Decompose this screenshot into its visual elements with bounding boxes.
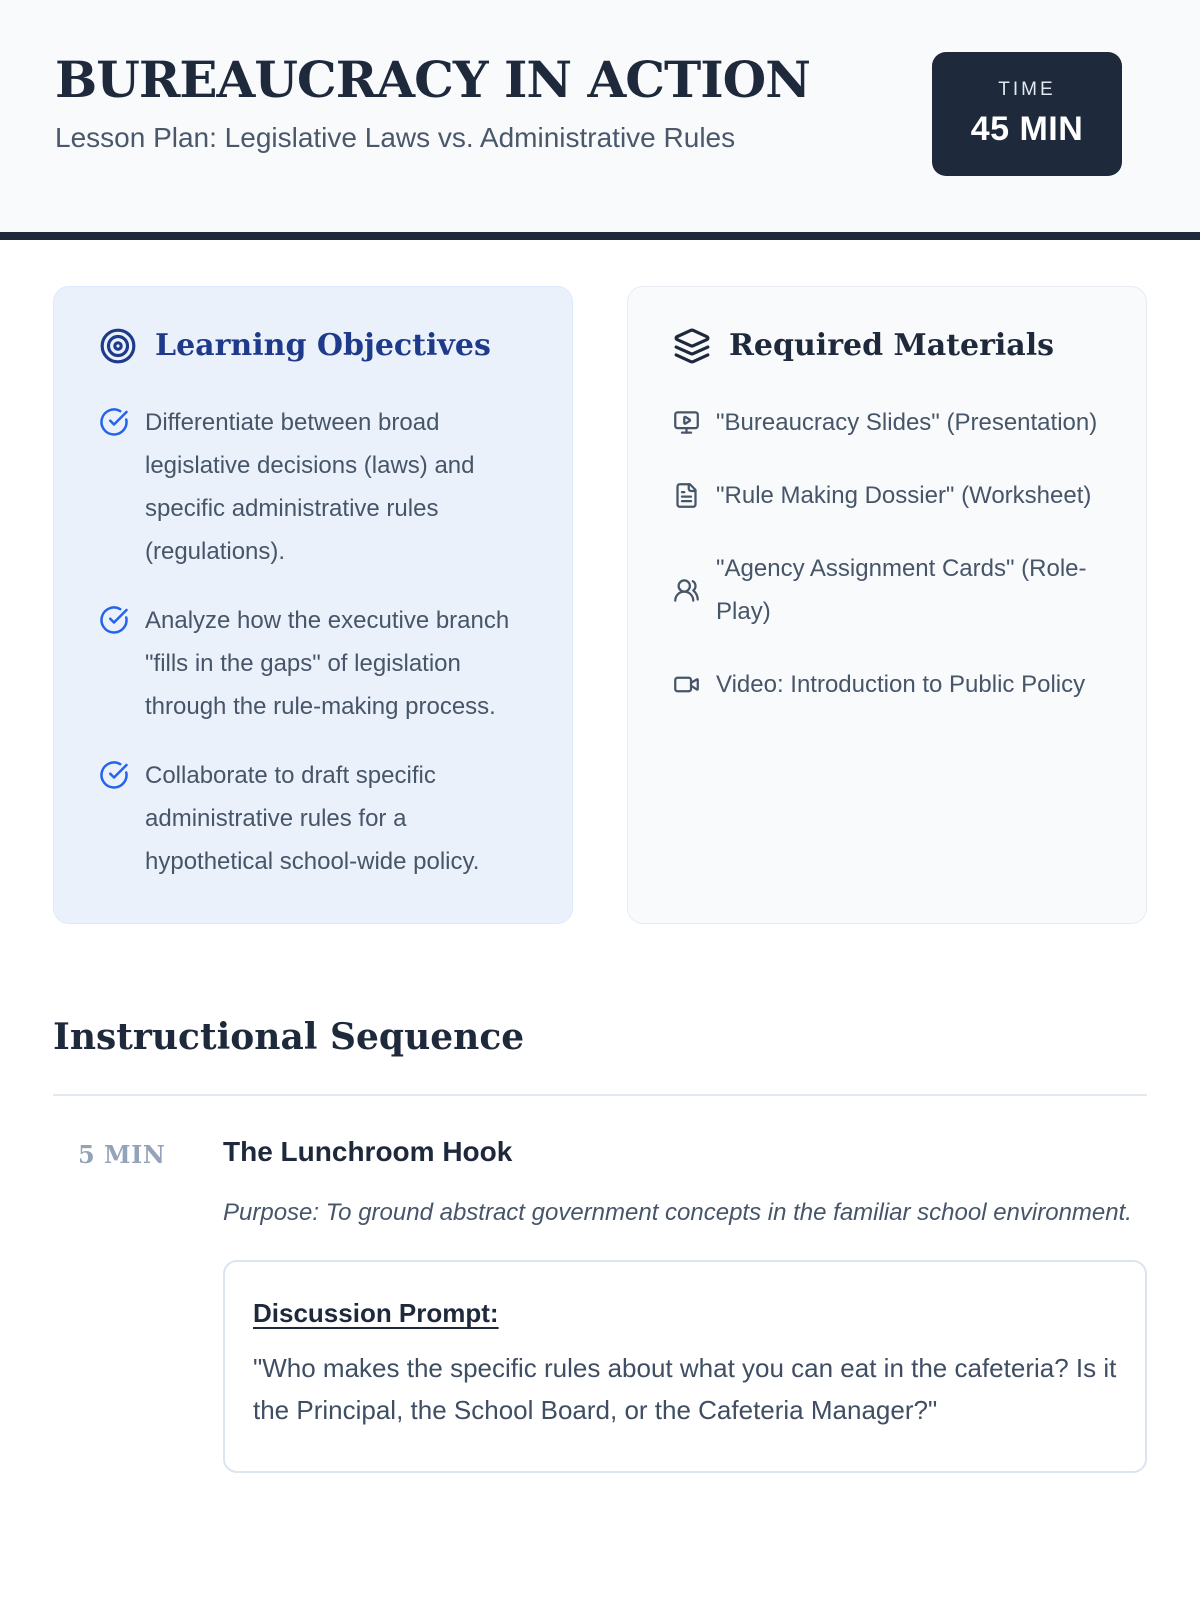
time-badge-label: TIME: [998, 79, 1056, 100]
discussion-prompt-label: Discussion Prompt:: [253, 1298, 499, 1328]
material-item: [673, 474, 1101, 517]
circle-check-icon: [99, 605, 129, 635]
page-title: BUREAUCRACY IN ACTION: [55, 50, 810, 109]
material-item: [673, 547, 1101, 633]
header-text-block: [55, 52, 810, 155]
time-badge-value: 45 MIN: [970, 110, 1084, 148]
file-text-icon: [673, 482, 700, 509]
material-text: Video: Introduction to Public Policy: [716, 671, 1086, 698]
objective-text: Differentiate between broad legislative decisions (laws) and specific administrative rules (regulations).: [145, 409, 475, 565]
discussion-prompt-box: [223, 1260, 1147, 1473]
objective-text: Collaborate to draft specific administrative rules for a hypothetical school-wide policy.: [145, 762, 480, 875]
step-purpose: Purpose: To ground abstract government concepts in the familiar school environment.: [223, 1199, 1132, 1226]
instructional-sequence-section: [53, 1016, 1147, 1473]
material-text: "Rule Making Dossier" (Worksheet): [716, 482, 1092, 509]
step-body: [223, 1136, 1147, 1473]
material-item: [673, 663, 1101, 706]
circle-check-icon: [99, 760, 129, 790]
learning-objectives-heading: [99, 327, 527, 365]
circle-check-icon: [99, 407, 129, 437]
target-icon: [99, 327, 137, 365]
monitor-play-icon: [673, 409, 700, 436]
material-text: "Agency Assignment Cards" (Role-Play): [716, 555, 1087, 625]
objective-text: Analyze how the executive branch "fills in the gaps" of legislation through the rule-making process.: [145, 607, 510, 720]
objective-item: [99, 401, 527, 573]
overview-cards: [53, 286, 1147, 924]
objectives-list: [99, 401, 527, 883]
step-title: The Lunchroom Hook: [223, 1136, 513, 1167]
required-materials-heading: [673, 327, 1101, 365]
sequence-step: [53, 1136, 1147, 1473]
required-materials-heading-label: Required Materials: [729, 328, 1055, 364]
page-subtitle: Lesson Plan: Legislative Laws vs. Administrative Rules: [55, 122, 736, 153]
objective-item: [99, 599, 527, 728]
required-materials-card: [627, 286, 1147, 924]
materials-list: [673, 401, 1101, 706]
discussion-prompt-text: "Who makes the specific rules about what you can eat in the cafeteria? Is it the Principal, the School Board, or the Cafeteria Manager?": [253, 1353, 1117, 1425]
instructional-sequence-title: Instructional Sequence: [53, 1016, 525, 1058]
material-item: [673, 401, 1101, 444]
page-header: [0, 0, 1200, 240]
material-text: "Bureaucracy Slides" (Presentation): [716, 409, 1098, 436]
layers-icon: [673, 327, 711, 365]
video-camera-icon: [673, 671, 700, 698]
step-duration: 5 MIN: [78, 1140, 166, 1169]
users-icon: [673, 577, 700, 604]
objective-item: [99, 754, 527, 883]
section-divider: [53, 1094, 1147, 1096]
time-badge: [932, 52, 1122, 176]
page-main: [0, 240, 1200, 1473]
learning-objectives-card: [53, 286, 573, 924]
learning-objectives-heading-label: Learning Objectives: [155, 328, 491, 364]
